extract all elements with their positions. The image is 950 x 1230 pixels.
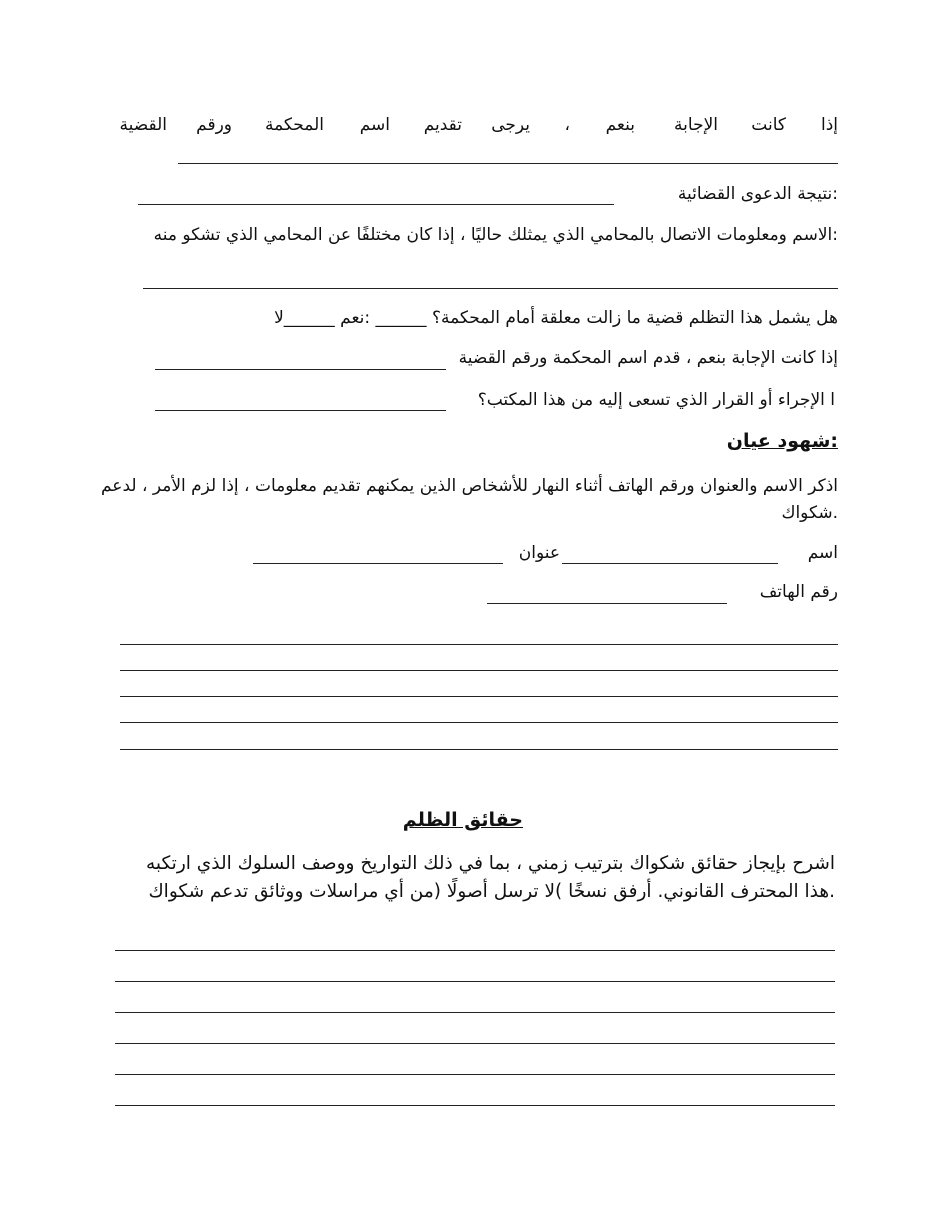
witness-detail-line[interactable]	[120, 722, 838, 723]
q1-word: تقديم	[423, 115, 462, 135]
facts-instructions-cont: .هذا المحترف القانوني. أرفق نسخًا )لا ترسل أصولًا (من أي مراسلات ووثائق تدعم شكواك	[148, 881, 835, 902]
witness-detail-line[interactable]	[120, 749, 838, 750]
facts-answer-line[interactable]	[115, 1012, 835, 1013]
facts-answer-line[interactable]	[115, 950, 835, 951]
witness-name-line[interactable]	[562, 563, 778, 564]
current-lawyer-label: :الاسم ومعلومات الاتصال بالمحامي الذي يمثلك حاليًا ، إذا كان مختلفًا عن المحامي الذي تشكو منه	[153, 225, 838, 245]
q1-word: القضية	[119, 115, 167, 135]
action-sought-line[interactable]	[155, 410, 446, 411]
q1-word: المحكمة	[264, 115, 324, 135]
witness-phone-label: رقم الهاتف	[759, 582, 838, 602]
witnesses-instructions: اذكر الاسم والعنوان ورقم الهاتف أثناء النهار للأشخاص الذين يمكنهم تقديم معلومات ، إذا لزم الأمر ، لدعم	[100, 476, 838, 496]
if-yes-court-label: إذا كانت الإجابة بنعم ، قدم اسم المحكمة ورقم القضية	[458, 348, 838, 368]
witness-detail-line[interactable]	[120, 644, 838, 645]
facts-answer-line[interactable]	[115, 1105, 835, 1106]
witness-detail-line[interactable]	[120, 696, 838, 697]
current-lawyer-line[interactable]	[143, 288, 838, 289]
witnesses-heading: :شهود عيان	[726, 430, 838, 452]
pending-case-question: هل يشمل هذا التظلم قضية ما زالت معلقة أمام المحكمة؟ ______ :نعم ______لا	[274, 308, 838, 328]
facts-heading: حقائق الظلم	[402, 809, 523, 831]
q1-word: كانت	[751, 115, 786, 135]
q1-answer-line[interactable]	[178, 163, 838, 164]
q1-word: ،	[564, 115, 570, 135]
q1-word: يرجى	[491, 115, 530, 135]
q1-word: إذا	[820, 115, 838, 135]
witnesses-instructions-cont: .شكواك	[781, 503, 838, 523]
if-yes-court-line[interactable]	[155, 369, 446, 370]
witness-name-label: اسم	[807, 543, 838, 563]
q1-word: اسم	[359, 115, 390, 135]
lawsuit-result-line[interactable]	[138, 204, 614, 205]
facts-answer-line[interactable]	[115, 981, 835, 982]
witness-phone-line[interactable]	[487, 603, 727, 604]
facts-answer-line[interactable]	[115, 1043, 835, 1044]
q1-word: ورقم	[196, 115, 232, 135]
witness-address-line[interactable]	[253, 563, 503, 564]
witness-address-label: عنوان	[518, 543, 560, 563]
lawsuit-result-label: :نتيجة الدعوى القضائية	[677, 184, 838, 204]
q1-word: بنعم	[605, 115, 635, 135]
facts-instructions: اشرح بإيجاز حقائق شكواك بترتيب زمني ، بما في ذلك التواريخ ووصف السلوك الذي ارتكبه	[145, 853, 835, 874]
facts-answer-line[interactable]	[115, 1074, 835, 1075]
witness-detail-line[interactable]	[120, 670, 838, 671]
q1-word: الإجابة	[674, 115, 718, 135]
action-sought-label: ا الإجراء أو القرار الذي تسعى إليه من هذا المكتب؟	[477, 390, 835, 410]
